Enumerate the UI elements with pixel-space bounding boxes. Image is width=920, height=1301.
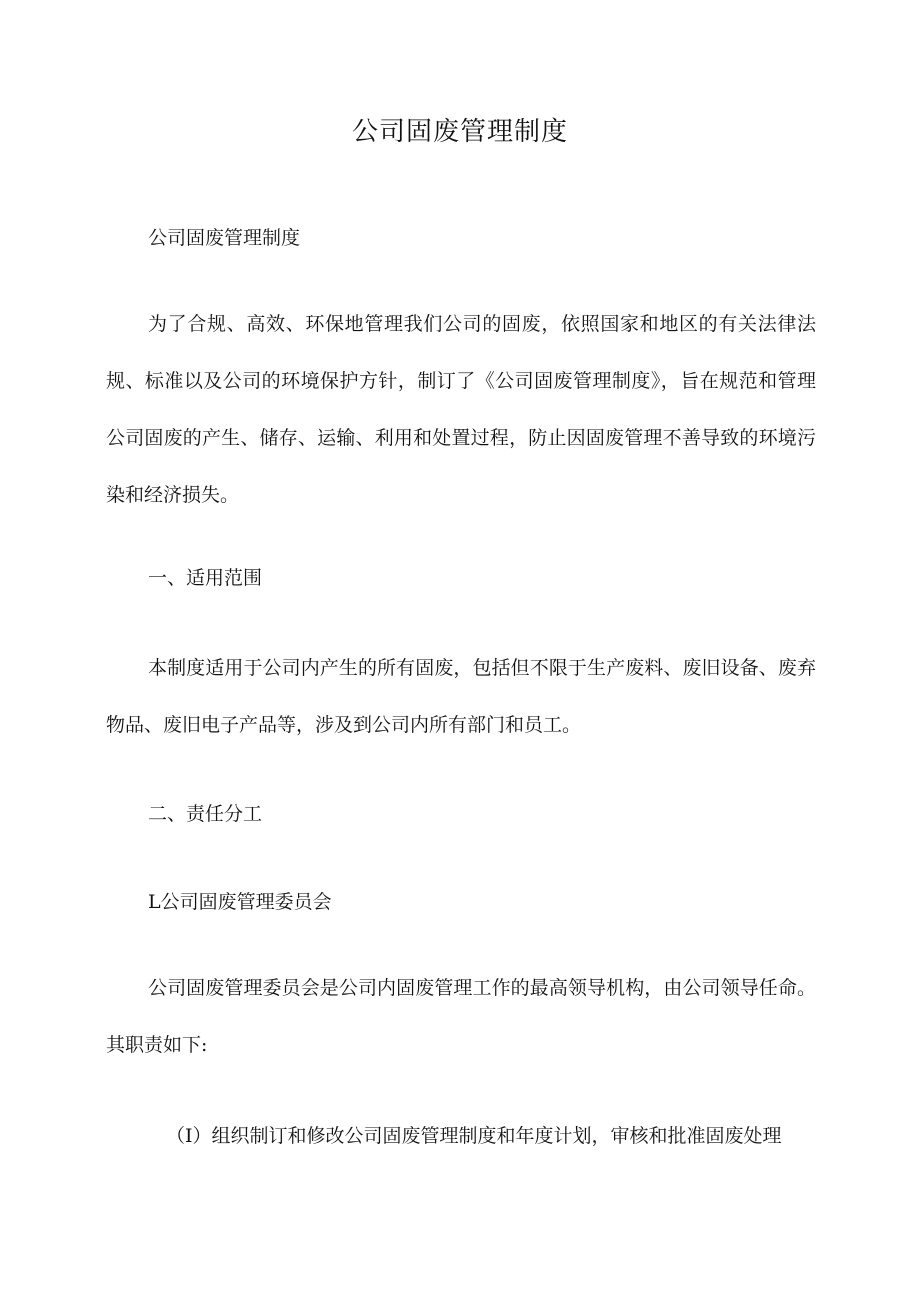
subsection-heading-committee: L公司固废管理委员会	[148, 891, 332, 913]
paragraph-committee: 公司固废管理委员会是公司内固废管理工作的最高领导机构，由公司领导任命。其职责如下:	[106, 977, 816, 1056]
paragraph-scope: 本制度适用于公司内产生的所有固废，包括但不限于生产废料、废旧设备、废弃物品、废旧电子产品等，涉及到公司内所有部门和员工。	[106, 657, 816, 736]
section-heading-responsibility: 二、责任分工	[148, 803, 263, 825]
paragraph-intro: 为了合规、高效、环保地管理我们公司的固废，依照国家和地区的有关法律法规、标准以及公司的环境保护方针，制订了《公司固废管理制度》，旨在规范和管理公司固废的产生、储存、运输、利用和处置过程，防止因固废管理不善导致的环境污染和经济损失。	[106, 313, 816, 506]
section-heading-scope: 一、适用范围	[148, 567, 263, 589]
list-item-duty-1: （I）组织制订和修改公司固废管理制度和年度计划，审核和批准固废处理	[166, 1125, 782, 1147]
document-title: 公司固废管理制度	[351, 117, 568, 147]
paragraph-subtitle: 公司固废管理制度	[148, 227, 301, 249]
